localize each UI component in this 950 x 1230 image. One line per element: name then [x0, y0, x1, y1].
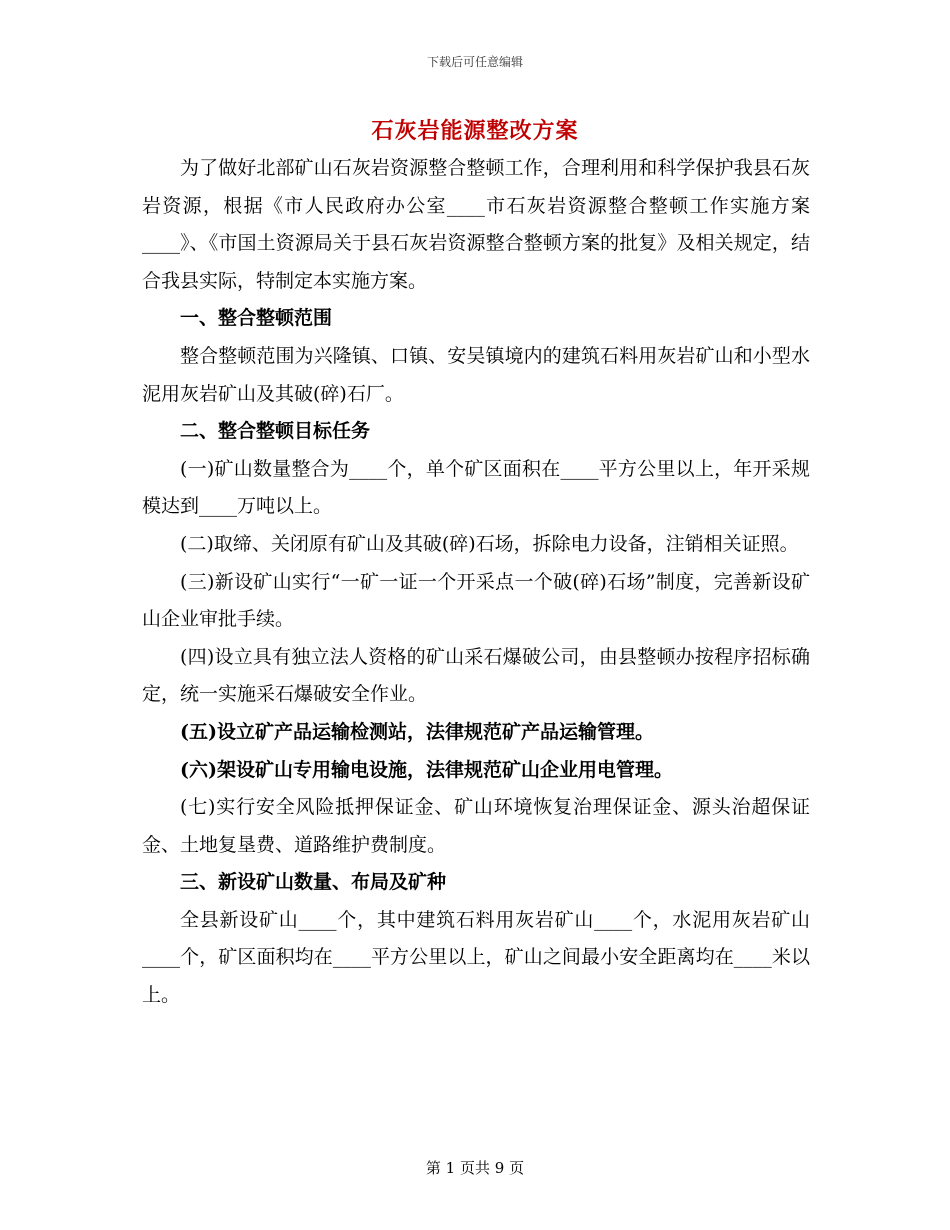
header-note: 下载后可任意编辑 [426, 55, 523, 69]
body-paragraph: 整合整顿范围为兴隆镇、口镇、安吴镇境内的建筑石料用灰岩矿山和小型水泥用灰岩矿山及其破(碎)石厂。 [142, 344, 810, 405]
page-footer: 第 1 页共 9 页 [425, 1159, 525, 1177]
section-heading-3: 三、新设矿山数量、布局及矿种 [180, 871, 447, 894]
intro-paragraph: 为了做好北部矿山石灰岩资源整合整顿工作，合理利用和科学保护我县石灰岩资源，根据《市人民政府办公室____市石灰岩资源整合整顿工作实施方案____》、《市国土资源局关于县石灰岩资源整合整顿方案的批复》及相关规定，结合我县实际，特制定本实施方案。 [142, 157, 810, 292]
document-body [142, 150, 810, 1015]
list-item-1: (一)矿山数量整合为____个，单个矿区面积在____平方公里以上，年开采规模达到____万吨以上。 [142, 457, 810, 518]
list-item-3: (三)新设矿山实行“一矿一证一个开采点一个破(碎)石场”制度，完善新设矿山企业审批手续。 [142, 570, 810, 631]
list-item-5: (五)设立矿产品运输检测站，法律规范矿产品运输管理。 [180, 720, 654, 743]
section-heading-1: 一、整合整顿范围 [180, 307, 333, 330]
document-title: 石灰岩能源整改方案 [371, 118, 579, 144]
list-item-6: (六)架设矿山专用输电设施，法律规范矿山企业用电管理。 [180, 758, 673, 781]
list-item-2: (二)取缔、关闭原有矿山及其破(碎)石场，拆除电力设备，注销相关证照。 [180, 532, 799, 555]
list-item-4: (四)设立具有独立法人资格的矿山采石爆破公司，由县整顿办按程序招标确定，统一实施采石爆破安全作业。 [142, 645, 810, 706]
list-item-7: (七)实行安全风险抵押保证金、矿山环境恢复治理保证金、源头治超保证金、土地复垦费、道路维护费制度。 [142, 796, 810, 856]
body-paragraph: 全县新设矿山____个，其中建筑石料用灰岩矿山____个，水泥用灰岩矿山____个，矿区面积均在____平方公里以上，矿山之间最小安全距离均在____米以上。 [142, 908, 810, 1007]
section-heading-2: 二、整合整顿目标任务 [180, 420, 371, 443]
